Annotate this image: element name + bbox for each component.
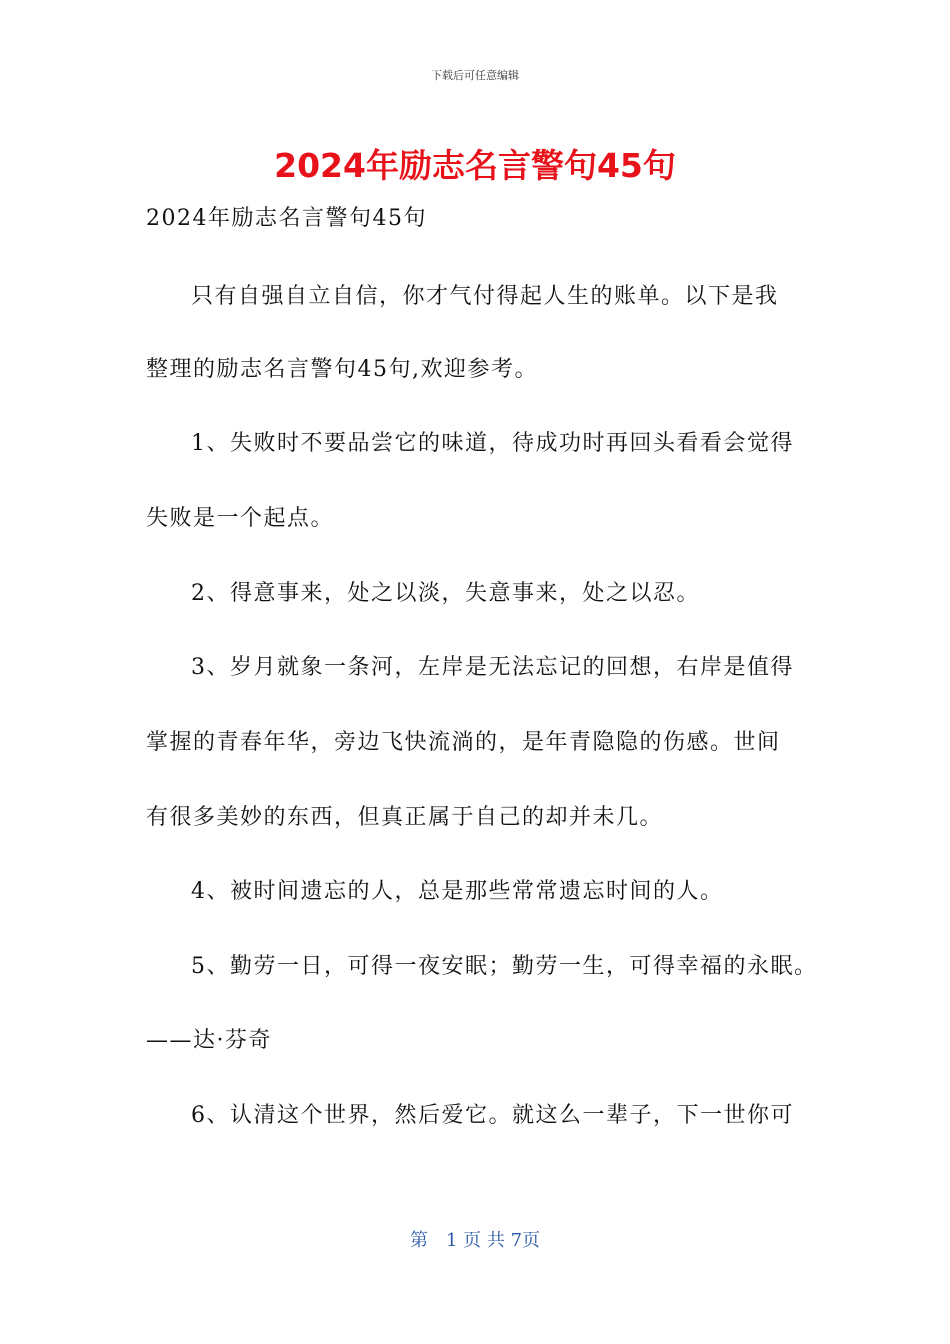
paragraph-line: 5、勤劳一日，可得一夜安眠；勤劳一生，可得幸福的永眠。 [191, 954, 818, 979]
paragraph-line: 2、得意事来，处之以淡，失意事来，处之以忍。 [191, 581, 700, 606]
document-subtitle: 2024年励志名言警句45句 [146, 206, 427, 231]
paragraph-line: 有很多美妙的东西，但真正属于自己的却并未几。 [146, 805, 664, 830]
paragraph-line: 失败是一个起点。 [146, 506, 335, 531]
paragraph-line: ——达·芬奇 [146, 1028, 272, 1053]
paragraph-line: 掌握的青春年华，旁边飞快流淌的，是年青隐隐的伤感。世间 [146, 730, 781, 755]
paragraph-line: 1、失败时不要品尝它的味道，待成功时再回头看看会觉得 [191, 431, 794, 456]
paragraph-line: 整理的励志名言警句45句,欢迎参考。 [146, 357, 538, 382]
page-footer: 第 1 页 共 7页 [409, 1230, 541, 1251]
paragraph-line: 6、认清这个世界，然后爱它。就这么一辈子，下一世你可 [191, 1103, 794, 1128]
paragraph-line: 只有自强自立自信，你才气付得起人生的账单。以下是我 [191, 284, 779, 309]
paragraph-line: 4、被时间遗忘的人，总是那些常常遗忘时间的人。 [191, 879, 724, 904]
document-title: 2024年励志名言警句45句 [274, 146, 676, 185]
header-note: 下载后可任意编辑 [431, 69, 519, 82]
paragraph-line: 3、岁月就象一条河，左岸是无法忘记的回想，右岸是值得 [191, 655, 794, 680]
